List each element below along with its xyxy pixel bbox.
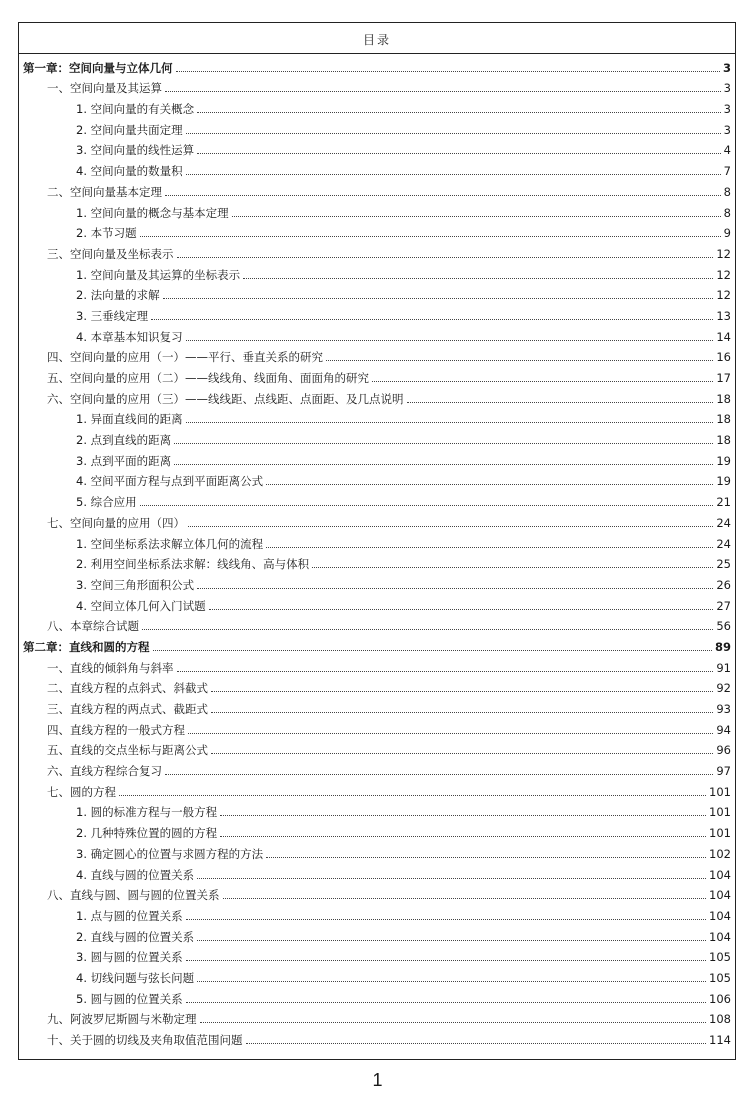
- toc-subsection: [19, 986, 735, 1007]
- toc-subsection: [19, 841, 735, 862]
- toc-section: [19, 179, 735, 200]
- toc-entry-page: 19: [716, 453, 731, 468]
- toc-entry-title: 2. 直线与圆的位置关系: [76, 929, 195, 944]
- dot-leader: [211, 712, 713, 713]
- toc-entry-page: 101: [709, 784, 731, 799]
- toc-list: [19, 55, 735, 1048]
- toc-entry-page: 12: [716, 288, 731, 303]
- toc-entry-page: 13: [716, 308, 731, 323]
- toc-subsection: [19, 427, 735, 448]
- toc-entry-page: 24: [716, 515, 731, 530]
- toc-entry-page: 104: [709, 867, 731, 882]
- toc-entry-title: 4. 空间向量的数量积: [76, 164, 183, 179]
- toc-entry-title: 4. 空间平面方程与点到平面距离公式: [76, 474, 264, 489]
- title-divider: [19, 53, 735, 54]
- toc-entry-title: 1. 空间坐标系法求解立体几何的流程: [76, 536, 264, 551]
- dot-leader: [197, 588, 713, 589]
- dot-leader: [197, 112, 721, 113]
- toc-entry-page: 21: [716, 495, 731, 510]
- toc-subsection: [19, 407, 735, 428]
- toc-entry-page: 8: [723, 184, 731, 199]
- toc-chapter: [19, 634, 735, 655]
- toc-entry-title: 二、空间向量基本定理: [47, 184, 162, 199]
- toc-entry-title: 第二章：直线和圆的方程: [23, 639, 150, 654]
- toc-section: [19, 614, 735, 635]
- toc-entry-title: 2. 空间向量共面定理: [76, 122, 183, 137]
- toc-frame: [18, 22, 736, 1060]
- toc-entry-page: 106: [709, 991, 731, 1006]
- toc-entry-page: 8: [723, 205, 731, 220]
- toc-entry-title: 5. 圆与圆的位置关系: [76, 991, 183, 1006]
- toc-subsection: [19, 158, 735, 179]
- toc-entry-page: 27: [716, 598, 731, 613]
- toc-entry-page: 101: [709, 826, 731, 841]
- dot-leader: [220, 836, 706, 837]
- toc-entry-title: 1. 空间向量及其运算的坐标表示: [76, 267, 241, 282]
- dot-leader: [312, 567, 713, 568]
- toc-section: [19, 758, 735, 779]
- toc-subsection: [19, 820, 735, 841]
- toc-subsection: [19, 96, 735, 117]
- toc-chapter: [19, 55, 735, 76]
- toc-subsection: [19, 324, 735, 345]
- toc-subsection: [19, 924, 735, 945]
- toc-entry-title: 1. 异面直线间的距离: [76, 412, 183, 427]
- toc-entry-page: 105: [709, 950, 731, 965]
- toc-entry-page: 114: [709, 1033, 731, 1047]
- toc-entry-page: 96: [716, 743, 731, 758]
- toc-section: [19, 1027, 735, 1048]
- dot-leader: [177, 671, 714, 672]
- toc-section: [19, 676, 735, 697]
- toc-entry-page: 12: [716, 267, 731, 282]
- dot-leader: [209, 609, 714, 610]
- toc-entry-page: 101: [709, 805, 731, 820]
- toc-entry-title: 七、空间向量的应用（四）: [47, 515, 185, 530]
- toc-entry-title: 3. 圆与圆的位置关系: [76, 950, 183, 965]
- toc-subsection: [19, 117, 735, 138]
- toc-section: [19, 345, 735, 366]
- dot-leader: [186, 422, 714, 423]
- dot-leader: [165, 91, 721, 92]
- dot-leader: [163, 298, 714, 299]
- toc-entry-title: 3. 确定圆心的位置与求圆方程的方法: [76, 846, 264, 861]
- toc-entry-title: 三、直线方程的两点式、截距式: [47, 702, 208, 716]
- toc-entry-title: 三、空间向量及坐标表示: [47, 246, 174, 261]
- toc-subsection: [19, 552, 735, 573]
- dot-leader: [197, 878, 706, 879]
- toc-entry-page: 18: [716, 391, 731, 406]
- dot-leader: [186, 174, 721, 175]
- toc-entry-title: 3. 空间向量的线性运算: [76, 143, 195, 158]
- dot-leader: [153, 650, 712, 651]
- toc-section: [19, 241, 735, 262]
- dot-leader: [188, 733, 713, 734]
- toc-section: [19, 779, 735, 800]
- toc-subsection: [19, 489, 735, 510]
- toc-entry-page: 19: [716, 474, 731, 489]
- toc-entry-title: 二、直线方程的点斜式、斜截式: [47, 681, 208, 696]
- toc-section: [19, 510, 735, 531]
- toc-entry-page: 93: [716, 702, 731, 716]
- toc-subsection: [19, 448, 735, 469]
- toc-entry-page: 104: [709, 908, 731, 923]
- toc-entry-page: 16: [716, 350, 731, 365]
- dot-leader: [186, 133, 721, 134]
- toc-entry-title: 五、空间向量的应用（二）——线线角、线面角、面面角的研究: [47, 371, 369, 385]
- dot-leader: [174, 464, 713, 465]
- toc-entry-page: 94: [716, 722, 731, 737]
- toc-entry-page: 25: [716, 557, 731, 572]
- toc-subsection: [19, 945, 735, 966]
- toc-entry-title: 六、空间向量的应用（三）——线线距、点线距、点面距、及几点说明: [47, 391, 404, 406]
- toc-entry-title: 1. 空间向量的有关概念: [76, 102, 195, 117]
- toc-subsection: [19, 200, 735, 221]
- toc-entry-title: 1. 空间向量的概念与基本定理: [76, 205, 229, 220]
- toc-section: [19, 1007, 735, 1028]
- dot-leader: [211, 753, 713, 754]
- toc-entry-title: 4. 本章基本知识复习: [76, 329, 183, 344]
- dot-leader: [174, 443, 713, 444]
- toc-section: [19, 76, 735, 97]
- toc-entry-page: 97: [716, 764, 731, 779]
- toc-entry-title: 2. 本节习题: [76, 226, 137, 241]
- toc-section: [19, 717, 735, 738]
- dot-leader: [232, 216, 721, 217]
- toc-subsection: [19, 221, 735, 242]
- toc-section: [19, 696, 735, 717]
- toc-subsection: [19, 593, 735, 614]
- dot-leader: [140, 505, 714, 506]
- toc-entry-title: 十、关于圆的切线及夹角取值范围问题: [47, 1033, 243, 1047]
- toc-entry-page: 104: [709, 929, 731, 944]
- page-number: 1: [372, 1070, 383, 1090]
- toc-entry-title: 六、直线方程综合复习: [47, 764, 162, 779]
- toc-entry-title: 2. 利用空间坐标系法求解：线线角、高与体积: [76, 557, 310, 572]
- dot-leader: [165, 195, 721, 196]
- toc-entry-page: 3: [723, 81, 731, 96]
- dot-leader: [326, 360, 713, 361]
- toc-entry-title: 1. 圆的标准方程与一般方程: [76, 805, 218, 820]
- toc-entry-title: 3. 三垂线定理: [76, 308, 149, 323]
- dot-leader: [197, 153, 721, 154]
- toc-subsection: [19, 965, 735, 986]
- dot-leader: [177, 257, 714, 258]
- toc-entry-title: 八、直线与圆、圆与圆的位置关系: [47, 888, 220, 903]
- toc-subsection: [19, 800, 735, 821]
- toc-entry-title: 4. 切线问题与弦长问题: [76, 970, 195, 985]
- dot-leader: [186, 960, 706, 961]
- dot-leader: [142, 629, 713, 630]
- toc-entry-page: 17: [716, 371, 731, 385]
- dot-leader: [372, 381, 713, 382]
- dot-leader: [151, 319, 713, 320]
- toc-section: [19, 655, 735, 676]
- dot-leader: [223, 898, 707, 899]
- toc-entry-title: 4. 直线与圆的位置关系: [76, 867, 195, 882]
- toc-entry-title: 1. 点与圆的位置关系: [76, 908, 183, 923]
- dot-leader: [266, 857, 706, 858]
- dot-leader: [140, 236, 721, 237]
- toc-subsection: [19, 303, 735, 324]
- dot-leader: [188, 526, 713, 527]
- toc-entry-page: 18: [716, 433, 731, 448]
- dot-leader: [119, 795, 706, 796]
- dot-leader: [266, 547, 713, 548]
- toc-entry-page: 102: [709, 846, 731, 861]
- dot-leader: [407, 402, 714, 403]
- toc-section: [19, 386, 735, 407]
- dot-leader: [200, 1022, 707, 1023]
- dot-leader: [243, 278, 713, 279]
- toc-section: [19, 883, 735, 904]
- dot-leader: [176, 71, 720, 72]
- dot-leader: [186, 919, 706, 920]
- toc-entry-page: 108: [709, 1012, 731, 1027]
- toc-entry-title: 四、空间向量的应用（一）——平行、垂直关系的研究: [47, 350, 323, 365]
- toc-entry-title: 一、直线的倾斜角与斜率: [47, 660, 174, 675]
- toc-entry-title: 3. 点到平面的距离: [76, 453, 172, 468]
- dot-leader: [197, 981, 706, 982]
- toc-entry-title: 3. 空间三角形面积公式: [76, 577, 195, 592]
- toc-entry-title: 2. 点到直线的距离: [76, 433, 172, 448]
- toc-title: 目录: [362, 33, 391, 47]
- toc-entry-title: 八、本章综合试题: [47, 619, 139, 634]
- toc-entry-page: 24: [716, 536, 731, 551]
- toc-entry-title: 2. 法向量的求解: [76, 288, 160, 303]
- toc-entry-title: 2. 几种特殊位置的圆的方程: [76, 826, 218, 841]
- toc-entry-page: 9: [723, 226, 731, 241]
- dot-leader: [197, 940, 706, 941]
- dot-leader: [165, 774, 713, 775]
- toc-subsection: [19, 531, 735, 552]
- toc-subsection: [19, 138, 735, 159]
- toc-entry-page: 104: [709, 888, 731, 903]
- toc-entry-page: 56: [716, 619, 731, 634]
- dot-leader: [186, 1002, 706, 1003]
- toc-entry-title: 5. 综合应用: [76, 495, 137, 510]
- toc-entry-page: 7: [723, 164, 731, 179]
- dot-leader: [186, 340, 714, 341]
- toc-subsection: [19, 283, 735, 304]
- toc-entry-page: 4: [723, 143, 731, 158]
- toc-entry-page: 3: [723, 102, 731, 117]
- toc-entry-page: 92: [716, 681, 731, 696]
- toc-entry-title: 五、直线的交点坐标与距离公式: [47, 743, 208, 758]
- toc-entry-title: 一、空间向量及其运算: [47, 81, 162, 96]
- toc-entry-page: 89: [714, 639, 731, 654]
- toc-subsection: [19, 903, 735, 924]
- toc-section: [19, 738, 735, 759]
- toc-entry-page: 105: [709, 970, 731, 985]
- dot-leader: [211, 691, 713, 692]
- toc-entry-title: 九、阿波罗尼斯圆与米勒定理: [47, 1012, 197, 1027]
- toc-subsection: [19, 572, 735, 593]
- toc-entry-title: 第一章：空间向量与立体几何: [23, 60, 173, 75]
- toc-entry-title: 四、直线方程的一般式方程: [47, 722, 185, 737]
- toc-entry-title: 七、圆的方程: [47, 784, 116, 799]
- toc-subsection: [19, 262, 735, 283]
- dot-leader: [266, 484, 713, 485]
- toc-entry-page: 3: [722, 60, 731, 75]
- toc-entry-page: 91: [716, 660, 731, 675]
- toc-entry-page: 18: [716, 412, 731, 427]
- toc-entry-page: 14: [716, 329, 731, 344]
- toc-section: [19, 365, 735, 386]
- toc-entry-page: 26: [716, 577, 731, 592]
- toc-entry-title: 4. 空间立体几何入门试题: [76, 598, 206, 613]
- dot-leader: [246, 1043, 707, 1044]
- toc-entry-page: 12: [716, 246, 731, 261]
- toc-subsection: [19, 862, 735, 883]
- toc-subsection: [19, 469, 735, 490]
- dot-leader: [220, 815, 706, 816]
- toc-entry-page: 3: [723, 122, 731, 137]
